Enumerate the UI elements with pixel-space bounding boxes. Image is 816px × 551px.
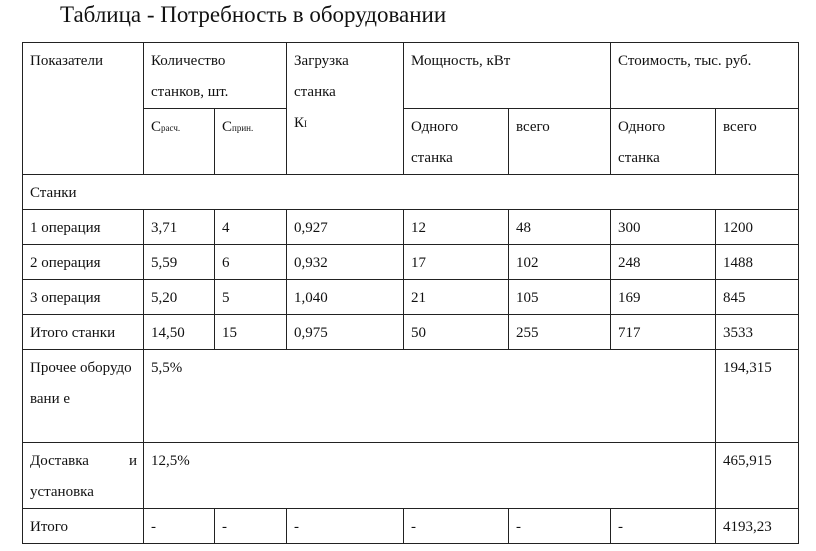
row-cost-one: 717 (611, 315, 716, 350)
row-power-one: 12 (404, 210, 509, 245)
other-total: 194,315 (716, 350, 799, 443)
row-calc: 5,59 (144, 245, 215, 280)
row-accepted: 6 (215, 245, 287, 280)
row-cost-total: 3533 (716, 315, 799, 350)
row-name: 2 операция (23, 245, 144, 280)
grand-total-name: Итого (23, 509, 144, 544)
table-row (23, 245, 799, 280)
accepted-letter: С (222, 119, 233, 135)
row-cost-total: 845 (716, 280, 799, 315)
load-subscript: I (304, 119, 308, 129)
table-row (23, 315, 799, 350)
calc-letter: С (151, 119, 162, 135)
row-cost-one: 248 (611, 245, 716, 280)
table-row (23, 210, 799, 245)
row-calc: 5,20 (144, 280, 215, 315)
row-name: 3 операция (23, 280, 144, 315)
delivery-percent: 12,5% (144, 443, 716, 509)
header-quantity: Количество станков, шт. (144, 43, 287, 109)
header-cost-one: Одного станка (611, 109, 716, 175)
row-cost-one: 169 (611, 280, 716, 315)
header-cost: Стоимость, тыс. руб. (611, 43, 799, 109)
grand-total-dash: - (144, 509, 215, 544)
other-percent: 5,5% (144, 350, 716, 443)
other-name: Прочее оборудовани е (23, 350, 144, 443)
header-load (287, 43, 404, 175)
row-load: 0,927 (287, 210, 404, 245)
row-calc: 3,71 (144, 210, 215, 245)
header-power-total: всего (509, 109, 611, 175)
header-cost-total: всего (716, 109, 799, 175)
grand-total-row (23, 509, 799, 544)
delivery-line2: установка (30, 484, 94, 500)
load-letter: К (294, 115, 305, 131)
header-load-line1: Загрузка (294, 53, 349, 69)
header-indicators: Показатели (23, 43, 144, 175)
delivery-total: 465,915 (716, 443, 799, 509)
delivery-word2: и (128, 453, 137, 469)
delivery-name (23, 443, 144, 509)
grand-total-dash: - (404, 509, 509, 544)
row-calc: 14,50 (144, 315, 215, 350)
grand-total-dash: - (215, 509, 287, 544)
grand-total-dash: - (287, 509, 404, 544)
row-accepted: 4 (215, 210, 287, 245)
row-load: 0,975 (287, 315, 404, 350)
row-accepted: 15 (215, 315, 287, 350)
header-power-one: Одного станка (404, 109, 509, 175)
row-cost-one: 300 (611, 210, 716, 245)
table-title: Таблица - Потребность в оборудовании (60, 2, 447, 27)
grand-total-dash: - (509, 509, 611, 544)
row-name: Итого станки (23, 315, 144, 350)
row-power-total: 105 (509, 280, 611, 315)
delivery-row (23, 443, 799, 509)
row-power-one: 17 (404, 245, 509, 280)
equipment-table (22, 42, 799, 544)
header-accepted (215, 109, 287, 175)
header-load-line2: станка (294, 84, 336, 100)
grand-total-value: 4193,23 (716, 509, 799, 544)
row-load: 1,040 (287, 280, 404, 315)
header-row-1 (23, 43, 799, 109)
row-power-total: 48 (509, 210, 611, 245)
header-calc (144, 109, 215, 175)
section-label: Станки (23, 175, 799, 210)
accepted-subscript: прин. (232, 123, 254, 133)
other-equipment-row (23, 350, 799, 443)
delivery-word1: Доставка (30, 453, 89, 469)
row-power-one: 21 (404, 280, 509, 315)
grand-total-dash: - (611, 509, 716, 544)
row-power-total: 255 (509, 315, 611, 350)
calc-subscript: расч. (161, 123, 181, 133)
row-load: 0,932 (287, 245, 404, 280)
row-name: 1 операция (23, 210, 144, 245)
table-row (23, 280, 799, 315)
row-cost-total: 1488 (716, 245, 799, 280)
header-load-symbol (294, 108, 397, 140)
row-power-one: 50 (404, 315, 509, 350)
header-power: Мощность, кВт (404, 43, 611, 109)
row-accepted: 5 (215, 280, 287, 315)
row-cost-total: 1200 (716, 210, 799, 245)
row-power-total: 102 (509, 245, 611, 280)
section-row (23, 175, 799, 210)
